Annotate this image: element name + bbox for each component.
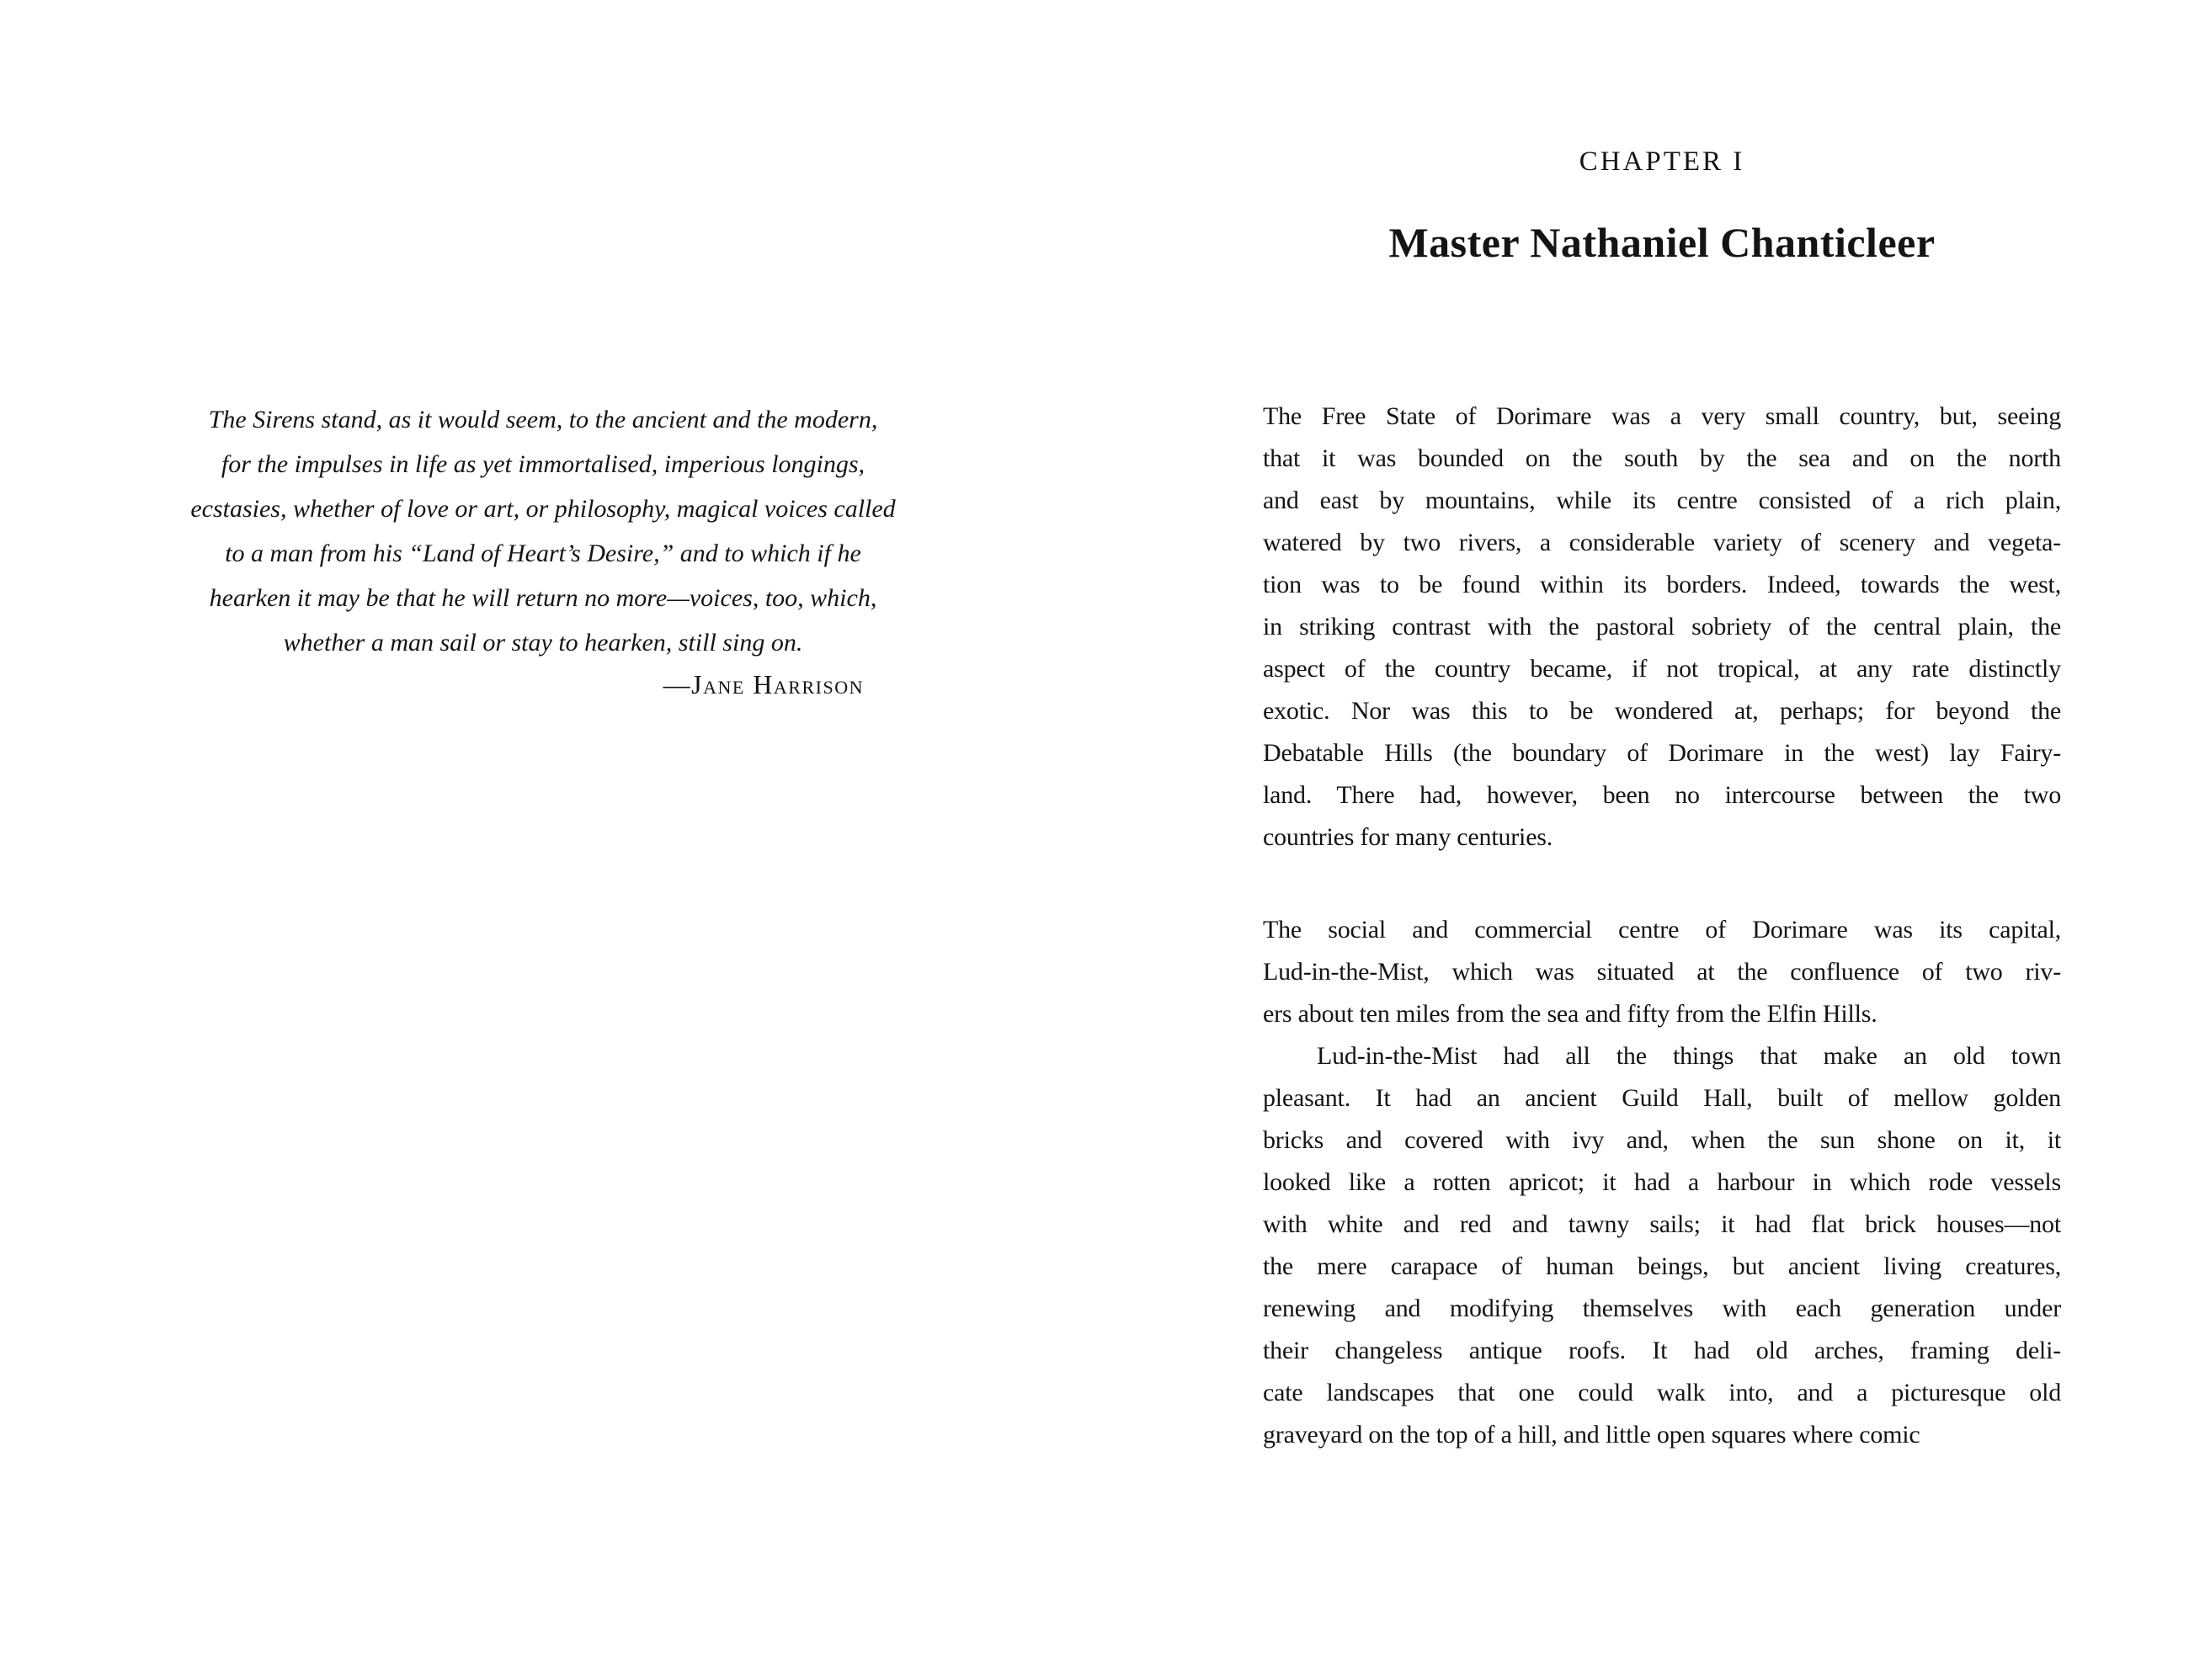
- chapter-label: CHAPTER I: [1579, 146, 1745, 177]
- text-line: whether a man sail or stay to hearken, still sing on.: [283, 629, 803, 657]
- paragraph-2: [1263, 909, 2061, 1035]
- text-line: ers about ten miles from the sea and fifty from the Elfin Hills.: [1263, 1000, 1877, 1028]
- epigraph-attribution-text: —Jane Harrison: [663, 669, 864, 699]
- body-text-column: [1263, 396, 2061, 1456]
- text-line: watered by two rivers, a considerable variety of scenery and vegeta-: [1263, 529, 2061, 556]
- epigraph: [157, 397, 929, 665]
- text-line: The Sirens stand, as it would seem, to the ancient and the modern,: [208, 406, 878, 433]
- text-line: The social and commercial centre of Dorimare was its capital,: [1263, 916, 2061, 944]
- text-line: Debatable Hills (the boundary of Dorimare in the west) lay Fairy-: [1263, 739, 2061, 767]
- text-line: the mere carapace of human beings, but ancient living creatures,: [1263, 1252, 2061, 1280]
- text-line: exotic. Nor was this to be wondered at, perhaps; for beyond the: [1263, 697, 2061, 725]
- text-line: with white and red and tawny sails; it had flat brick houses—not: [1263, 1210, 2061, 1238]
- text-line: and east by mountains, while its centre consisted of a rich plain,: [1263, 486, 2061, 514]
- right-page: [1094, 0, 2189, 1680]
- text-line: bricks and covered with ivy and, when the sun shone on it, it: [1263, 1126, 2061, 1154]
- text-line: graveyard on the top of a hill, and little open squares where comic: [1263, 1421, 1920, 1449]
- text-line: that it was bounded on the south by the sea and on the north: [1263, 444, 2061, 472]
- text-line: renewing and modifying themselves with each generation under: [1263, 1295, 2061, 1322]
- text-line: tion was to be found within its borders. Indeed, towards the west,: [1263, 571, 2061, 598]
- text-line: ecstasies, whether of love or art, or philosophy, magical voices called: [190, 495, 896, 523]
- text-line: to a man from his “Land of Heart’s Desire,” and to which if he: [225, 540, 861, 567]
- text-line: pleasant. It had an ancient Guild Hall, built of mellow golden: [1263, 1084, 2061, 1112]
- text-line: their changeless antique roofs. It had old arches, framing deli-: [1263, 1337, 2061, 1364]
- text-line: in striking contrast with the pastoral sobriety of the central plain, the: [1263, 613, 2061, 641]
- text-line: The Free State of Dorimare was a very small country, but, seeing: [1263, 402, 2061, 430]
- text-line: for the impulses in life as yet immortalised, imperious longings,: [221, 450, 865, 478]
- text-line: Lud-in-the-Mist, which was situated at the confluence of two riv-: [1263, 958, 2061, 986]
- epigraph-attribution: [157, 670, 929, 699]
- paragraph-1: [1263, 396, 2061, 859]
- text-line: cate landscapes that one could walk into, and a picturesque old: [1263, 1379, 2061, 1406]
- text-line: Lud-in-the-Mist had all the things that make an old town: [1317, 1042, 2061, 1070]
- text-line: looked like a rotten apricot; it had a harbour in which rode vessels: [1263, 1168, 2061, 1196]
- paragraph-3: [1263, 1035, 2061, 1456]
- text-line: countries for many centuries.: [1263, 823, 1553, 851]
- chapter-title: Master Nathaniel Chanticleer: [1388, 219, 1936, 266]
- left-page: [0, 0, 1094, 1680]
- text-line: aspect of the country became, if not tropical, at any rate distinctly: [1263, 655, 2061, 683]
- text-line: hearken it may be that he will return no more—voices, too, which,: [209, 584, 877, 612]
- text-line: land. There had, however, been no intercourse between the two: [1263, 781, 2061, 809]
